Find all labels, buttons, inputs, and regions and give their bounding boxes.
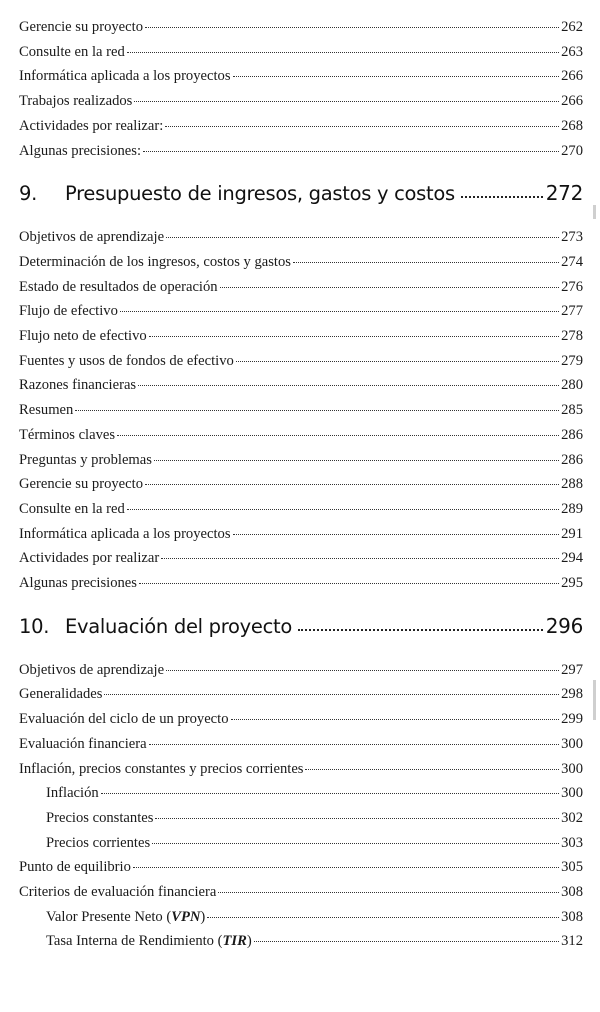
dot-leader (161, 558, 559, 559)
entry-title (19, 252, 291, 272)
dot-leader (166, 237, 559, 238)
dot-leader (143, 151, 559, 152)
entry-page-number: 278 (561, 328, 583, 344)
entry-title-text: Trabajos realizados (19, 93, 133, 110)
entry-title (19, 499, 125, 519)
entry-page-number: 277 (561, 303, 583, 320)
toc-subentry (46, 808, 583, 828)
entry-title (19, 277, 218, 297)
entry-page-number: 303 (561, 834, 583, 851)
chapter-heading (19, 179, 583, 208)
toc-subentry (46, 783, 583, 803)
entry-title (19, 857, 131, 877)
dot-leader (145, 484, 559, 485)
dot-leader (117, 435, 559, 436)
toc-entry (19, 684, 583, 704)
entry-title (46, 907, 205, 927)
entry-page-number: 262 (561, 19, 583, 35)
entry-title (19, 91, 132, 111)
entry-title-text: Punto de equilibrio (19, 859, 131, 876)
entry-page-number: 300 (561, 785, 583, 802)
dot-leader (145, 27, 559, 28)
entry-title (19, 17, 143, 37)
entry-title (19, 116, 163, 136)
entry-title-emphasis: VPN (171, 908, 201, 925)
chapter-number: 9. (19, 182, 38, 206)
dot-leader (139, 583, 559, 584)
toc-entry (19, 450, 583, 470)
entry-page-number: 295 (561, 575, 583, 591)
toc-entry (19, 474, 583, 494)
dot-leader (138, 385, 559, 386)
dot-leader (75, 410, 559, 411)
entry-page-number: 266 (561, 68, 583, 85)
entry-title-text: Informática aplicada a los proyectos (19, 68, 231, 85)
chapter-number: 10. (19, 614, 50, 638)
entry-title-emphasis: TIR (222, 933, 247, 950)
entry-page-number: 291 (561, 525, 583, 542)
toc-entry (19, 759, 583, 779)
dot-leader (133, 867, 559, 868)
entry-title-text: Criterios de evaluación financiera (19, 884, 217, 900)
entry-title-text: Generalidades (19, 686, 103, 703)
entry-page-number: 279 (561, 352, 583, 369)
entry-title-text: Actividades por realizar (19, 550, 160, 567)
entry-title-end: ) (246, 933, 252, 950)
entry-page-number: 297 (561, 661, 583, 678)
entry-page-number: 273 (561, 229, 583, 246)
entry-title (19, 882, 216, 902)
entry-page-number: 299 (561, 711, 583, 728)
toc-entry (19, 524, 583, 544)
toc-entry (19, 400, 583, 420)
entry-title-text: Inflación, precios constantes y precios corrientes (19, 760, 304, 777)
dot-leader (166, 670, 559, 671)
entry-title (19, 301, 118, 321)
entry-title-text: Razones financieras (19, 377, 137, 394)
entry-title-text: Flujo neto de efectivo (19, 328, 147, 344)
chapter-title: Presupuesto de ingresos, gastos y costos (65, 182, 455, 206)
entry-title (19, 450, 152, 470)
dot-leader (127, 52, 559, 53)
entry-title-text: Evaluación del ciclo de un proyecto (19, 711, 229, 728)
chapter-page-number: 296 (545, 613, 583, 638)
chapter-page-number: 272 (545, 181, 583, 206)
toc-entry (19, 277, 583, 297)
entry-title (46, 808, 153, 828)
entry-title (19, 375, 136, 395)
entry-page-number: 308 (561, 884, 583, 900)
entry-title-text: Consulte en la red (19, 500, 125, 517)
entry-title (19, 400, 73, 420)
entry-title-text: Tasa Interna de Rendimiento ( (46, 933, 223, 950)
toc-subentry (46, 931, 583, 951)
toc-entry (19, 116, 583, 136)
entry-title (19, 684, 102, 704)
entry-title-text: Actividades por realizar: (19, 117, 164, 134)
toc-entry (19, 882, 583, 902)
entry-title-end: ) (200, 908, 206, 925)
entry-page-number: 302 (561, 809, 583, 826)
dot-leader (293, 262, 559, 263)
entry-title (19, 66, 231, 86)
dot-leader (120, 311, 559, 312)
dot-leader (101, 793, 559, 794)
dot-leader (236, 361, 559, 362)
dot-leader (165, 126, 559, 127)
entry-title-text: Inflación (46, 785, 99, 802)
chapter-heading (19, 612, 583, 641)
toc-entry (19, 252, 583, 272)
entry-page-number: 298 (561, 686, 583, 703)
entry-title (19, 660, 164, 680)
entry-title (19, 425, 115, 445)
entry-page-number: 286 (561, 426, 583, 443)
dot-leader (149, 336, 559, 337)
entry-page-number: 300 (561, 760, 583, 777)
toc-entry (19, 227, 583, 247)
entry-title-text: Resumen (19, 402, 74, 419)
toc-entry (19, 375, 583, 395)
entry-title (46, 783, 99, 803)
entry-title-text: Valor Presente Neto ( (46, 908, 172, 925)
toc-entry (19, 17, 583, 37)
dot-leader (254, 941, 559, 942)
entry-title (19, 326, 147, 346)
dot-leader (155, 818, 559, 819)
entry-page-number: 289 (561, 500, 583, 517)
entry-title-text: Precios corrientes (46, 834, 151, 851)
entry-title (19, 141, 141, 161)
entry-page-number: 263 (561, 43, 583, 60)
dot-leader (461, 196, 543, 198)
toc-entry (19, 301, 583, 321)
dot-leader (207, 917, 559, 918)
toc-entry (19, 326, 583, 346)
dot-leader (104, 694, 559, 695)
entry-page-number: 285 (561, 402, 583, 419)
entry-title (19, 474, 143, 494)
dot-leader (134, 101, 559, 102)
dot-leader (233, 76, 560, 77)
entry-page-number: 312 (561, 933, 583, 950)
toc-entry (19, 734, 583, 754)
entry-title-text: Precios constantes (46, 809, 154, 826)
entry-title-text: Gerencie su proyecto (19, 19, 143, 35)
dot-leader (218, 892, 559, 893)
dot-leader (127, 509, 559, 510)
dot-leader (154, 460, 559, 461)
entry-title-text: Gerencie su proyecto (19, 476, 143, 493)
toc-entry (19, 425, 583, 445)
entry-title-text: Algunas precisiones (19, 575, 137, 591)
entry-title-text: Fuentes y usos de fondos de efectivo (19, 352, 234, 369)
entry-title (19, 734, 147, 754)
entry-page-number: 308 (561, 908, 583, 925)
entry-title-text: Algunas precisiones: (19, 142, 141, 159)
entry-page-number: 300 (561, 735, 583, 752)
entry-page-number: 288 (561, 476, 583, 493)
toc-entry (19, 66, 583, 86)
entry-title (46, 833, 150, 853)
dot-leader (233, 534, 560, 535)
entry-title-text: Objetivos de aprendizaje (19, 229, 165, 246)
toc-subentry (46, 833, 583, 853)
entry-title (19, 759, 303, 779)
chapter-title: Evaluación del proyecto (65, 614, 292, 638)
toc-entry (19, 548, 583, 568)
entry-title (19, 227, 164, 247)
toc-subentry (46, 907, 583, 927)
entry-page-number: 276 (561, 278, 583, 295)
entry-title-text: Flujo de efectivo (19, 303, 118, 320)
entry-title (19, 548, 159, 568)
entry-title-text: Informática aplicada a los proyectos (19, 525, 231, 542)
entry-title (19, 524, 231, 544)
dot-leader (298, 629, 543, 631)
entry-title-text: Objetivos de aprendizaje (19, 661, 165, 678)
entry-page-number: 270 (561, 142, 583, 159)
toc-entry (19, 42, 583, 62)
entry-title (46, 931, 252, 951)
dot-leader (231, 719, 560, 720)
dot-leader (220, 287, 560, 288)
dot-leader (152, 843, 559, 844)
entry-title (19, 709, 229, 729)
entry-title (19, 42, 125, 62)
entry-page-number: 274 (561, 253, 583, 270)
dot-leader (305, 769, 559, 770)
entry-page-number: 268 (561, 117, 583, 134)
entry-page-number: 305 (561, 859, 583, 876)
scan-edge-mark (593, 205, 596, 219)
entry-page-number: 280 (561, 377, 583, 394)
entry-title-text: Consulte en la red (19, 43, 125, 60)
toc-entry (19, 857, 583, 877)
entry-title-text: Evaluación financiera (19, 735, 147, 752)
entry-page-number: 294 (561, 550, 583, 567)
toc-entry (19, 351, 583, 371)
entry-title-text: Términos claves (19, 426, 116, 443)
toc-entry (19, 141, 583, 161)
entry-page-number: 286 (561, 451, 583, 468)
dot-leader (149, 744, 559, 745)
entry-title (19, 351, 234, 371)
scan-edge-mark (593, 680, 596, 720)
entry-title-text: Estado de resultados de operación (19, 278, 218, 295)
toc-entry (19, 709, 583, 729)
entry-title (19, 573, 137, 593)
toc-entry (19, 499, 583, 519)
toc-entry (19, 660, 583, 680)
entry-title-text: Determinación de los ingresos, costos y gastos (19, 253, 291, 270)
entry-page-number: 266 (561, 93, 583, 110)
entry-title-text: Preguntas y problemas (19, 451, 152, 468)
toc-entry (19, 573, 583, 593)
toc-entry (19, 91, 583, 111)
